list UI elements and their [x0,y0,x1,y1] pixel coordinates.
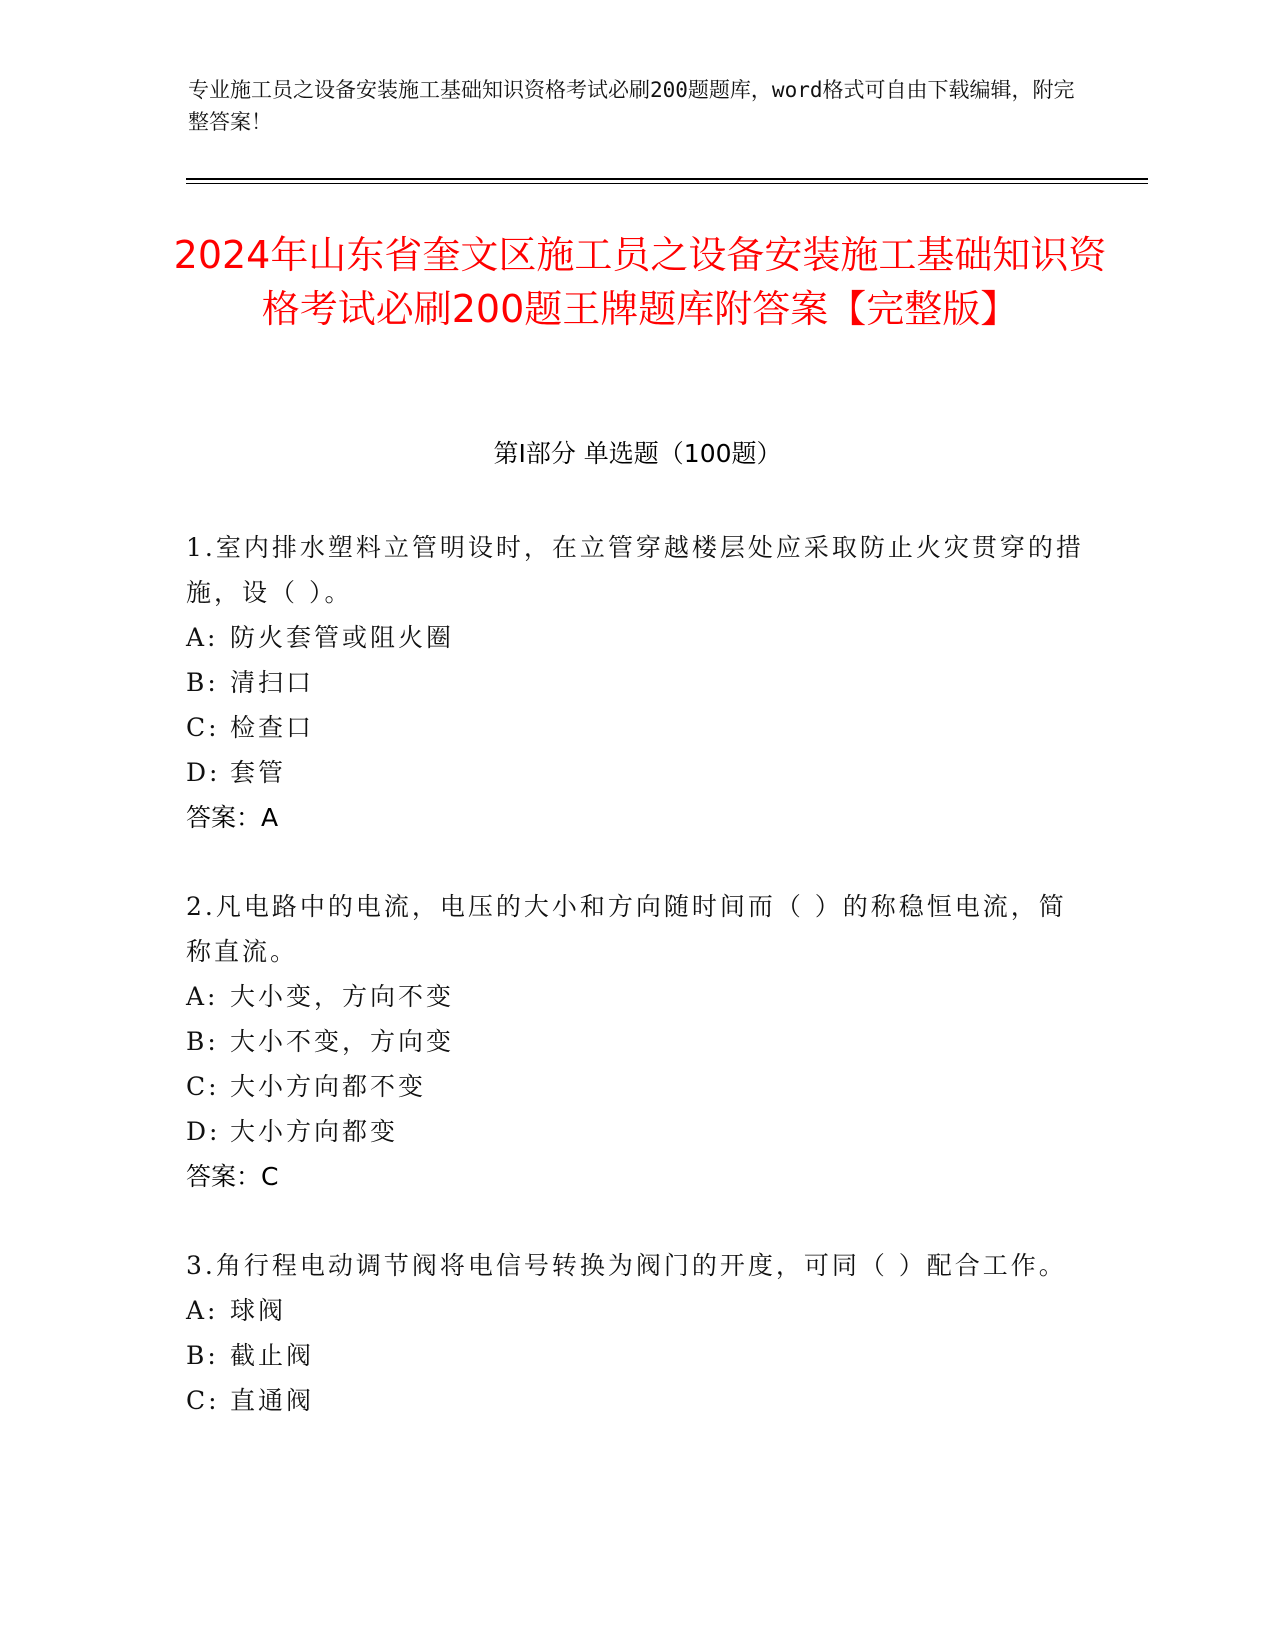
option-c [186,705,1086,750]
option-letter: C: [186,1072,220,1101]
option-text: 大小方向都不变 [230,1072,427,1101]
option-letter: A: [186,1296,219,1325]
option-b [186,1019,1086,1064]
question-stem: 1.室内排水塑料立管明设时，在立管穿越楼层处应采取防止火灾贯穿的措施，设（ ）。 [186,533,1084,607]
header-note: 专业施工员之设备安装施工基础知识资格考试必刷200题题库，word格式可自由下载编辑，附完整答案！ [188,78,1075,134]
option-b [186,1333,1086,1378]
question-stem: 3.角行程电动调节阀将电信号转换为阀门的开度，可同（ ）配合工作。 [186,1251,1067,1280]
option-text: 清扫口 [230,668,315,697]
question-3 [186,1243,1086,1423]
option-text: 检查口 [230,713,315,742]
option-a [186,615,1086,660]
section-heading: 第I部分 单选题（100题） [493,439,782,468]
question-stem: 2.凡电路中的电流，电压的大小和方向随时间而（ ）的称稳恒电流，简称直流。 [186,892,1067,966]
header-divider-thin [186,183,1148,184]
answer-line: 答案：C [186,1162,279,1191]
question-1 [186,525,1086,840]
option-d [186,1109,1086,1154]
option-text: 大小不变，方向变 [230,1027,455,1056]
option-c [186,1064,1086,1109]
option-text: 套管 [230,758,287,787]
option-letter: C: [186,1386,220,1415]
option-b [186,660,1086,705]
option-letter: A: [186,982,219,1011]
answer-line: 答案：A [186,803,279,832]
option-text: 球阀 [230,1296,287,1325]
option-a [186,974,1086,1019]
option-letter: D: [186,1117,221,1146]
option-letter: B: [186,1341,219,1370]
option-d [186,750,1086,795]
question-2 [186,884,1086,1199]
option-a [186,1288,1086,1333]
option-letter: B: [186,1027,219,1056]
option-letter: B: [186,668,219,697]
option-text: 防火套管或阻火圈 [230,623,455,652]
option-text: 截止阀 [230,1341,315,1370]
header-divider-thick [186,178,1148,180]
option-text: 大小方向都变 [230,1117,399,1146]
option-letter: D: [186,758,221,787]
document-title: 2024年山东省奎文区施工员之设备安装施工基础知识资格考试必刷200题王牌题库附答案【完整版】 [173,233,1107,331]
option-text: 直通阀 [230,1386,315,1415]
question-list [186,525,1086,1467]
option-letter: C: [186,713,220,742]
option-letter: A: [186,623,219,652]
option-c [186,1378,1086,1423]
option-text: 大小变，方向不变 [230,982,455,1011]
